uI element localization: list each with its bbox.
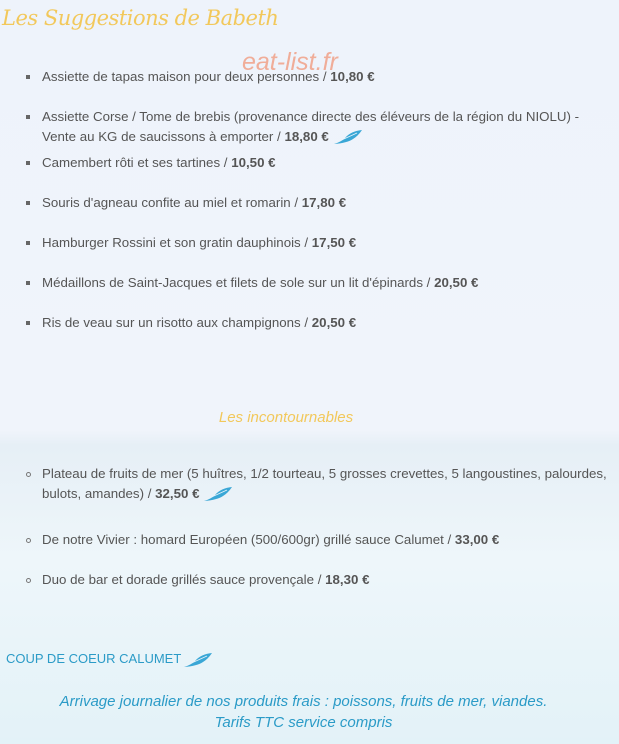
list-item: [42, 570, 615, 590]
item-price: 17,80 €: [301, 195, 347, 210]
item-text: Souris d'agneau confite au miel et romarin /: [42, 195, 302, 210]
item-text: Ris de veau sur un risotto aux champignons /: [42, 315, 312, 330]
footer-line-2: Tarifs TTC service compris: [214, 714, 393, 731]
feather-icon: [203, 486, 233, 502]
list-item: [42, 153, 615, 173]
list-item: [42, 193, 615, 213]
list-item: [42, 530, 615, 550]
coup-de-coeur-text: COUP DE COEUR CALUMET: [6, 651, 182, 666]
item-price: 17,50 €: [311, 235, 357, 250]
list-item: [42, 107, 615, 147]
list-item: [42, 273, 615, 293]
page-title: Les Suggestions de Babeth: [2, 6, 279, 30]
item-price: 10,80 €: [330, 69, 375, 84]
item-text: Duo de bar et dorade grillés sauce provençale /: [42, 572, 326, 587]
item-text: Hamburger Rossini et son gratin dauphinois /: [42, 235, 312, 250]
item-text: Médaillons de Saint-Jacques et filets de sole sur un lit d'épinards /: [42, 275, 435, 290]
item-price: 33,00 €: [454, 532, 500, 547]
watermark: eat-list.fr: [242, 48, 338, 76]
item-text: Assiette de tapas maison pour deux personnes /: [42, 69, 331, 84]
feather-icon: [183, 652, 213, 668]
footer-line-1: Arrivage journalier de nos produits frais : poissons, fruits de mer, viandes.: [59, 693, 548, 710]
item-text: Plateau de fruits de mer (5 huîtres, 1/2 tourteau, 5 grosses crevettes, 5 langoustines, palourdes, bulots, amandes) /: [42, 466, 607, 501]
list-item: [42, 67, 615, 87]
item-price: 20,50 €: [311, 315, 357, 330]
item-text: Assiette Corse / Tome de brebis (provenance directe des éléveurs de la région du NIOLU) - Vente au KG de saucissons à emporter /: [42, 109, 580, 144]
coup-de-coeur-label: [6, 651, 213, 668]
list-item: [42, 233, 615, 253]
item-price: 18,30 €: [325, 572, 370, 587]
list-item: [42, 464, 615, 504]
item-price: 20,50 €: [434, 275, 479, 290]
item-text: De notre Vivier : homard Européen (500/600gr) grillé sauce Calumet /: [42, 532, 455, 547]
item-price: 18,80 €: [284, 129, 329, 144]
feather-icon: [333, 129, 363, 145]
section-heading-incontournables: Les incontournables: [218, 409, 354, 426]
item-price: 32,50 €: [155, 486, 200, 501]
item-text: Camembert rôti et ses tartines /: [42, 155, 232, 170]
list-item: [42, 313, 615, 333]
item-price: 10,50 €: [231, 155, 276, 170]
